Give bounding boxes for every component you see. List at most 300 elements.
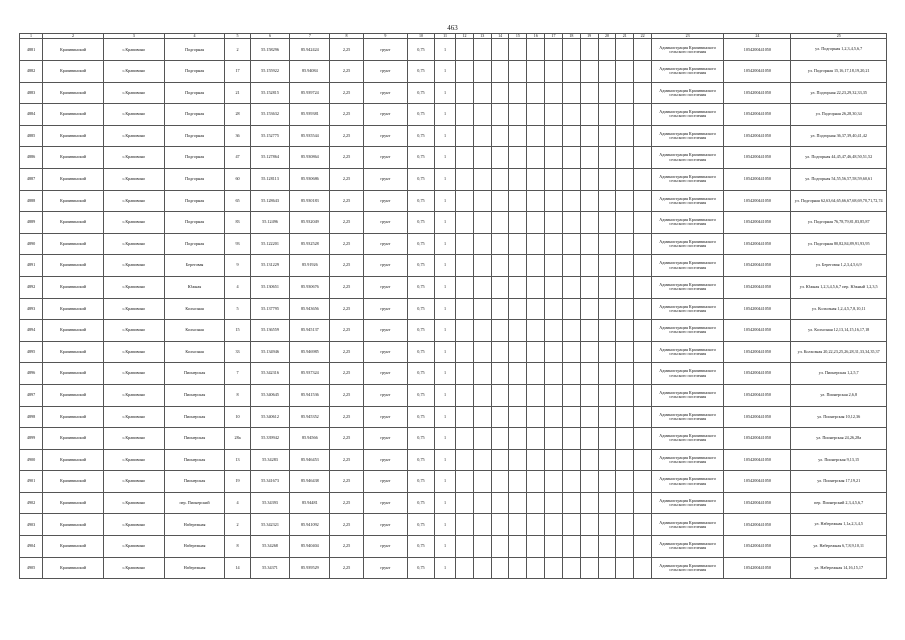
cell-longitude: 85.945137	[290, 320, 330, 342]
cell-empty	[545, 125, 563, 147]
cell-number: 4903	[20, 514, 43, 536]
table-row	[20, 514, 887, 536]
cell-count: 1	[435, 536, 456, 558]
table-row	[20, 147, 887, 169]
table-row	[20, 104, 887, 126]
cell-empty	[456, 255, 474, 277]
cell-empty	[598, 255, 616, 277]
cell-empty	[527, 104, 545, 126]
cell-served-addresses: ул. Пионерская 2,6,8	[791, 384, 887, 406]
cell-area: 2,25	[330, 536, 364, 558]
cell-empty	[509, 39, 527, 61]
cell-settlement: с.Крапивино	[103, 61, 164, 83]
table-row	[20, 492, 887, 514]
cell-empty	[562, 212, 580, 234]
cell-empty	[491, 449, 509, 471]
cell-empty	[509, 363, 527, 385]
cell-count: 1	[435, 39, 456, 61]
cell-count: 1	[435, 61, 456, 83]
cell-empty	[598, 557, 616, 579]
table-row	[20, 39, 887, 61]
cell-settlement: с.Крапивино	[103, 147, 164, 169]
cell-empty	[527, 449, 545, 471]
cell-empty	[509, 233, 527, 255]
cell-empty	[634, 298, 652, 320]
cell-number: 4895	[20, 341, 43, 363]
cell-house: 83	[225, 212, 250, 234]
cell-ogrn: 1054200441050	[724, 514, 791, 536]
cell-street: Подгорная	[164, 125, 225, 147]
cell-settlement: с.Крапивино	[103, 384, 164, 406]
cell-number: 4890	[20, 233, 43, 255]
cell-area: 2,25	[330, 320, 364, 342]
cell-surface: грунт	[363, 557, 407, 579]
cell-empty	[580, 363, 598, 385]
cell-ogrn: 1054200441050	[724, 61, 791, 83]
cell-empty	[491, 471, 509, 493]
cell-empty	[580, 61, 598, 83]
cell-house: 8	[225, 536, 250, 558]
cell-empty	[527, 233, 545, 255]
cell-count: 1	[435, 233, 456, 255]
cell-latitude: 55.339942	[250, 428, 290, 450]
cell-empty	[562, 406, 580, 428]
cell-empty	[580, 406, 598, 428]
cell-number: 4905	[20, 557, 43, 579]
cell-empty	[562, 147, 580, 169]
cell-empty	[456, 125, 474, 147]
cell-count: 1	[435, 168, 456, 190]
column-number: 6	[250, 34, 290, 39]
cell-served-addresses: ул. Южная 1,2,3,4,5,6,7 пер. Южный 1,2,3,5	[791, 276, 887, 298]
cell-empty	[491, 492, 509, 514]
table-row	[20, 471, 887, 493]
cell-ogrn: 1054200441050	[724, 492, 791, 514]
cell-longitude: 85.930864	[290, 147, 330, 169]
cell-latitude: 55.342321	[250, 514, 290, 536]
cell-empty	[616, 536, 634, 558]
cell-empty	[580, 514, 598, 536]
cell-empty	[545, 147, 563, 169]
cell-empty	[598, 147, 616, 169]
cell-latitude: 55.341673	[250, 471, 290, 493]
cell-ogrn: 1054200441050	[724, 39, 791, 61]
cell-house: 7	[225, 363, 250, 385]
cell-empty	[491, 536, 509, 558]
cell-empty	[527, 82, 545, 104]
cell-volume: 0,75	[407, 514, 434, 536]
cell-empty	[616, 449, 634, 471]
cell-empty	[598, 168, 616, 190]
cell-empty	[473, 61, 491, 83]
cell-empty	[473, 255, 491, 277]
cell-house: 2	[225, 514, 250, 536]
cell-street: Подгорная	[164, 104, 225, 126]
cell-number: 4884	[20, 104, 43, 126]
cell-longitude: 85.91926	[290, 255, 330, 277]
cell-surface: грунт	[363, 147, 407, 169]
cell-settlement: с.Крапивино	[103, 428, 164, 450]
cell-surface: грунт	[363, 514, 407, 536]
cell-empty	[598, 341, 616, 363]
table-row	[20, 536, 887, 558]
cell-longitude: 85.942424	[290, 39, 330, 61]
cell-volume: 0,75	[407, 276, 434, 298]
cell-latitude: 55.12496	[250, 212, 290, 234]
cell-empty	[456, 168, 474, 190]
cell-volume: 0,75	[407, 104, 434, 126]
table-row	[20, 363, 887, 385]
cell-longitude: 85.940404	[290, 536, 330, 558]
cell-empty	[527, 492, 545, 514]
cell-served-addresses: ул. Колхозная 20,22,23,25,26,28,31,33,34,35,37	[791, 341, 887, 363]
cell-count: 1	[435, 212, 456, 234]
cell-empty	[545, 449, 563, 471]
cell-area: 2,25	[330, 341, 364, 363]
cell-empty	[634, 449, 652, 471]
cell-empty	[527, 384, 545, 406]
cell-empty	[580, 276, 598, 298]
cell-volume: 0,75	[407, 384, 434, 406]
cell-empty	[491, 212, 509, 234]
cell-latitude: 55.127864	[250, 147, 290, 169]
cell-empty	[527, 471, 545, 493]
cell-district: Крапивинский	[43, 61, 104, 83]
cell-street: Береговая	[164, 255, 225, 277]
cell-district: Крапивинский	[43, 276, 104, 298]
cell-longitude: 85.943656	[290, 298, 330, 320]
cell-administration: Администрация Крапивинского сельского поселения	[651, 190, 723, 212]
cell-empty	[456, 341, 474, 363]
cell-empty	[545, 168, 563, 190]
cell-empty	[598, 384, 616, 406]
cell-house: 47	[225, 147, 250, 169]
cell-settlement: с.Крапивино	[103, 104, 164, 126]
cell-administration: Администрация Крапивинского сельского поселения	[651, 104, 723, 126]
cell-ogrn: 1054200441050	[724, 255, 791, 277]
cell-empty	[491, 276, 509, 298]
cell-count: 1	[435, 104, 456, 126]
cell-empty	[634, 39, 652, 61]
cell-count: 1	[435, 406, 456, 428]
cell-surface: грунт	[363, 39, 407, 61]
cell-empty	[527, 536, 545, 558]
cell-empty	[527, 147, 545, 169]
cell-volume: 0,75	[407, 125, 434, 147]
cell-surface: грунт	[363, 190, 407, 212]
column-number: 19	[580, 34, 598, 39]
cell-empty	[580, 471, 598, 493]
cell-empty	[509, 125, 527, 147]
cell-empty	[527, 406, 545, 428]
cell-latitude: 55.122201	[250, 233, 290, 255]
registry-table	[19, 33, 887, 579]
cell-empty	[491, 406, 509, 428]
cell-empty	[562, 125, 580, 147]
cell-empty	[562, 384, 580, 406]
cell-empty	[491, 147, 509, 169]
cell-empty	[616, 471, 634, 493]
cell-settlement: с.Крапивино	[103, 233, 164, 255]
cell-empty	[545, 233, 563, 255]
cell-longitude: 85.946438	[290, 471, 330, 493]
cell-district: Крапивинский	[43, 147, 104, 169]
cell-number: 4886	[20, 147, 43, 169]
cell-area: 2,25	[330, 384, 364, 406]
cell-longitude: 85.932049	[290, 212, 330, 234]
cell-street: Пионерская	[164, 471, 225, 493]
column-number: 14	[491, 34, 509, 39]
cell-empty	[491, 82, 509, 104]
cell-number: 4889	[20, 212, 43, 234]
cell-empty	[545, 320, 563, 342]
cell-empty	[562, 39, 580, 61]
cell-empty	[491, 384, 509, 406]
cell-administration: Администрация Крапивинского сельского поселения	[651, 428, 723, 450]
cell-latitude: 55.152775	[250, 125, 290, 147]
cell-empty	[634, 428, 652, 450]
cell-count: 1	[435, 557, 456, 579]
table-row	[20, 82, 887, 104]
cell-house: 60	[225, 168, 250, 190]
cell-empty	[616, 190, 634, 212]
cell-street: Колхозная	[164, 320, 225, 342]
cell-empty	[527, 276, 545, 298]
cell-latitude: 55.137795	[250, 298, 290, 320]
cell-latitude: 55.155922	[250, 61, 290, 83]
cell-ogrn: 1054200441050	[724, 471, 791, 493]
cell-empty	[545, 255, 563, 277]
column-number: 18	[562, 34, 580, 39]
cell-empty	[562, 471, 580, 493]
cell-count: 1	[435, 125, 456, 147]
cell-empty	[473, 298, 491, 320]
cell-ogrn: 1054200441050	[724, 363, 791, 385]
cell-served-addresses: ул. Подгорная 44,45,47,46,48,50,51,52	[791, 147, 887, 169]
cell-served-addresses: ул. Подгорная 62,63,64,65,66,67,68,69,70,71,72,74	[791, 190, 887, 212]
cell-empty	[580, 536, 598, 558]
cell-longitude: 85.946453	[290, 449, 330, 471]
cell-volume: 0,75	[407, 61, 434, 83]
cell-empty	[580, 39, 598, 61]
cell-district: Крапивинский	[43, 255, 104, 277]
cell-street: Подгорная	[164, 168, 225, 190]
table-row	[20, 384, 887, 406]
cell-administration: Администрация Крапивинского сельского поселения	[651, 298, 723, 320]
cell-number: 4892	[20, 276, 43, 298]
cell-settlement: с.Крапивино	[103, 341, 164, 363]
cell-empty	[473, 233, 491, 255]
cell-empty	[580, 384, 598, 406]
cell-empty	[580, 557, 598, 579]
cell-empty	[545, 384, 563, 406]
cell-volume: 0,75	[407, 190, 434, 212]
cell-surface: грунт	[363, 406, 407, 428]
cell-empty	[456, 82, 474, 104]
cell-number: 4883	[20, 82, 43, 104]
cell-latitude: 55.34268	[250, 536, 290, 558]
cell-empty	[634, 514, 652, 536]
cell-district: Крапивинский	[43, 82, 104, 104]
cell-empty	[473, 492, 491, 514]
column-number: 4	[164, 34, 225, 39]
cell-empty	[634, 168, 652, 190]
cell-ogrn: 1054200441050	[724, 557, 791, 579]
cell-administration: Администрация Крапивинского сельского поселения	[651, 168, 723, 190]
cell-district: Крапивинский	[43, 363, 104, 385]
cell-surface: грунт	[363, 363, 407, 385]
cell-settlement: с.Крапивино	[103, 492, 164, 514]
cell-ogrn: 1054200441050	[724, 168, 791, 190]
cell-empty	[527, 125, 545, 147]
cell-number: 4896	[20, 363, 43, 385]
cell-area: 2,25	[330, 255, 364, 277]
column-number: 11	[435, 34, 456, 39]
cell-empty	[527, 320, 545, 342]
cell-empty	[545, 212, 563, 234]
cell-house: 93	[225, 233, 250, 255]
cell-area: 2,25	[330, 514, 364, 536]
cell-empty	[545, 471, 563, 493]
cell-street: пер. Пионерский	[164, 492, 225, 514]
cell-ogrn: 1054200441050	[724, 384, 791, 406]
cell-settlement: с.Крапивино	[103, 255, 164, 277]
cell-empty	[580, 320, 598, 342]
cell-area: 2,25	[330, 298, 364, 320]
cell-empty	[598, 492, 616, 514]
cell-empty	[562, 320, 580, 342]
cell-empty	[634, 406, 652, 428]
cell-house: 13	[225, 449, 250, 471]
cell-latitude: 55.136559	[250, 320, 290, 342]
cell-house: 21	[225, 82, 250, 104]
cell-surface: грунт	[363, 492, 407, 514]
cell-empty	[634, 190, 652, 212]
table-row	[20, 61, 887, 83]
cell-district: Крапивинский	[43, 492, 104, 514]
cell-settlement: с.Крапивино	[103, 298, 164, 320]
cell-house: 19	[225, 471, 250, 493]
cell-empty	[473, 168, 491, 190]
cell-volume: 0,75	[407, 471, 434, 493]
page-number: 463	[447, 24, 458, 32]
cell-latitude: 55.340645	[250, 384, 290, 406]
cell-empty	[527, 61, 545, 83]
cell-latitude: 55.34393	[250, 492, 290, 514]
cell-empty	[580, 341, 598, 363]
cell-empty	[545, 104, 563, 126]
cell-empty	[562, 104, 580, 126]
cell-empty	[634, 341, 652, 363]
cell-empty	[456, 514, 474, 536]
cell-empty	[456, 363, 474, 385]
cell-empty	[616, 406, 634, 428]
cell-administration: Администрация Крапивинского сельского поселения	[651, 61, 723, 83]
cell-served-addresses: ул. Пионерская 17,19,21	[791, 471, 887, 493]
column-number: 25	[791, 34, 887, 39]
cell-served-addresses: ул. Подгорная 36,37,39,40,41,42	[791, 125, 887, 147]
cell-empty	[562, 557, 580, 579]
cell-surface: грунт	[363, 61, 407, 83]
table-row	[20, 298, 887, 320]
cell-empty	[580, 104, 598, 126]
cell-empty	[580, 212, 598, 234]
cell-house: 5	[225, 298, 250, 320]
cell-administration: Администрация Крапивинского сельского поселения	[651, 82, 723, 104]
cell-empty	[509, 492, 527, 514]
cell-empty	[473, 384, 491, 406]
cell-administration: Администрация Крапивинского сельского поселения	[651, 514, 723, 536]
table-row	[20, 168, 887, 190]
cell-empty	[634, 536, 652, 558]
cell-house: 14	[225, 557, 250, 579]
cell-longitude: 85.930676	[290, 276, 330, 298]
cell-empty	[580, 168, 598, 190]
cell-empty	[473, 514, 491, 536]
cell-count: 1	[435, 82, 456, 104]
cell-empty	[509, 320, 527, 342]
cell-empty	[598, 536, 616, 558]
cell-empty	[491, 363, 509, 385]
cell-ogrn: 1054200441050	[724, 190, 791, 212]
table-row	[20, 449, 887, 471]
cell-count: 1	[435, 190, 456, 212]
cell-empty	[491, 39, 509, 61]
cell-street: Колхозная	[164, 341, 225, 363]
cell-empty	[634, 212, 652, 234]
cell-longitude: 85.939381	[290, 104, 330, 126]
cell-empty	[616, 428, 634, 450]
cell-empty	[456, 61, 474, 83]
cell-empty	[527, 255, 545, 277]
cell-latitude: 55.128113	[250, 168, 290, 190]
cell-area: 2,25	[330, 471, 364, 493]
cell-empty	[598, 514, 616, 536]
cell-street: Южная	[164, 276, 225, 298]
cell-empty	[580, 82, 598, 104]
column-number: 5	[225, 34, 250, 39]
column-number: 16	[527, 34, 545, 39]
cell-empty	[634, 104, 652, 126]
cell-empty	[509, 61, 527, 83]
cell-empty	[527, 212, 545, 234]
cell-empty	[616, 39, 634, 61]
cell-ogrn: 1054200441050	[724, 341, 791, 363]
cell-administration: Администрация Крапивинского сельского поселения	[651, 320, 723, 342]
cell-empty	[509, 536, 527, 558]
cell-empty	[580, 147, 598, 169]
cell-surface: грунт	[363, 255, 407, 277]
cell-count: 1	[435, 320, 456, 342]
cell-house: 28а	[225, 428, 250, 450]
cell-administration: Администрация Крапивинского сельского поселения	[651, 147, 723, 169]
cell-empty	[580, 449, 598, 471]
cell-ogrn: 1054200441050	[724, 276, 791, 298]
cell-empty	[527, 363, 545, 385]
cell-number: 4899	[20, 428, 43, 450]
cell-ogrn: 1054200441050	[724, 320, 791, 342]
cell-empty	[598, 449, 616, 471]
cell-empty	[634, 471, 652, 493]
cell-empty	[634, 320, 652, 342]
cell-empty	[616, 168, 634, 190]
cell-empty	[456, 233, 474, 255]
cell-administration: Администрация Крапивинского сельского поселения	[651, 471, 723, 493]
cell-area: 2,25	[330, 82, 364, 104]
cell-district: Крапивинский	[43, 298, 104, 320]
cell-surface: грунт	[363, 471, 407, 493]
cell-surface: грунт	[363, 212, 407, 234]
